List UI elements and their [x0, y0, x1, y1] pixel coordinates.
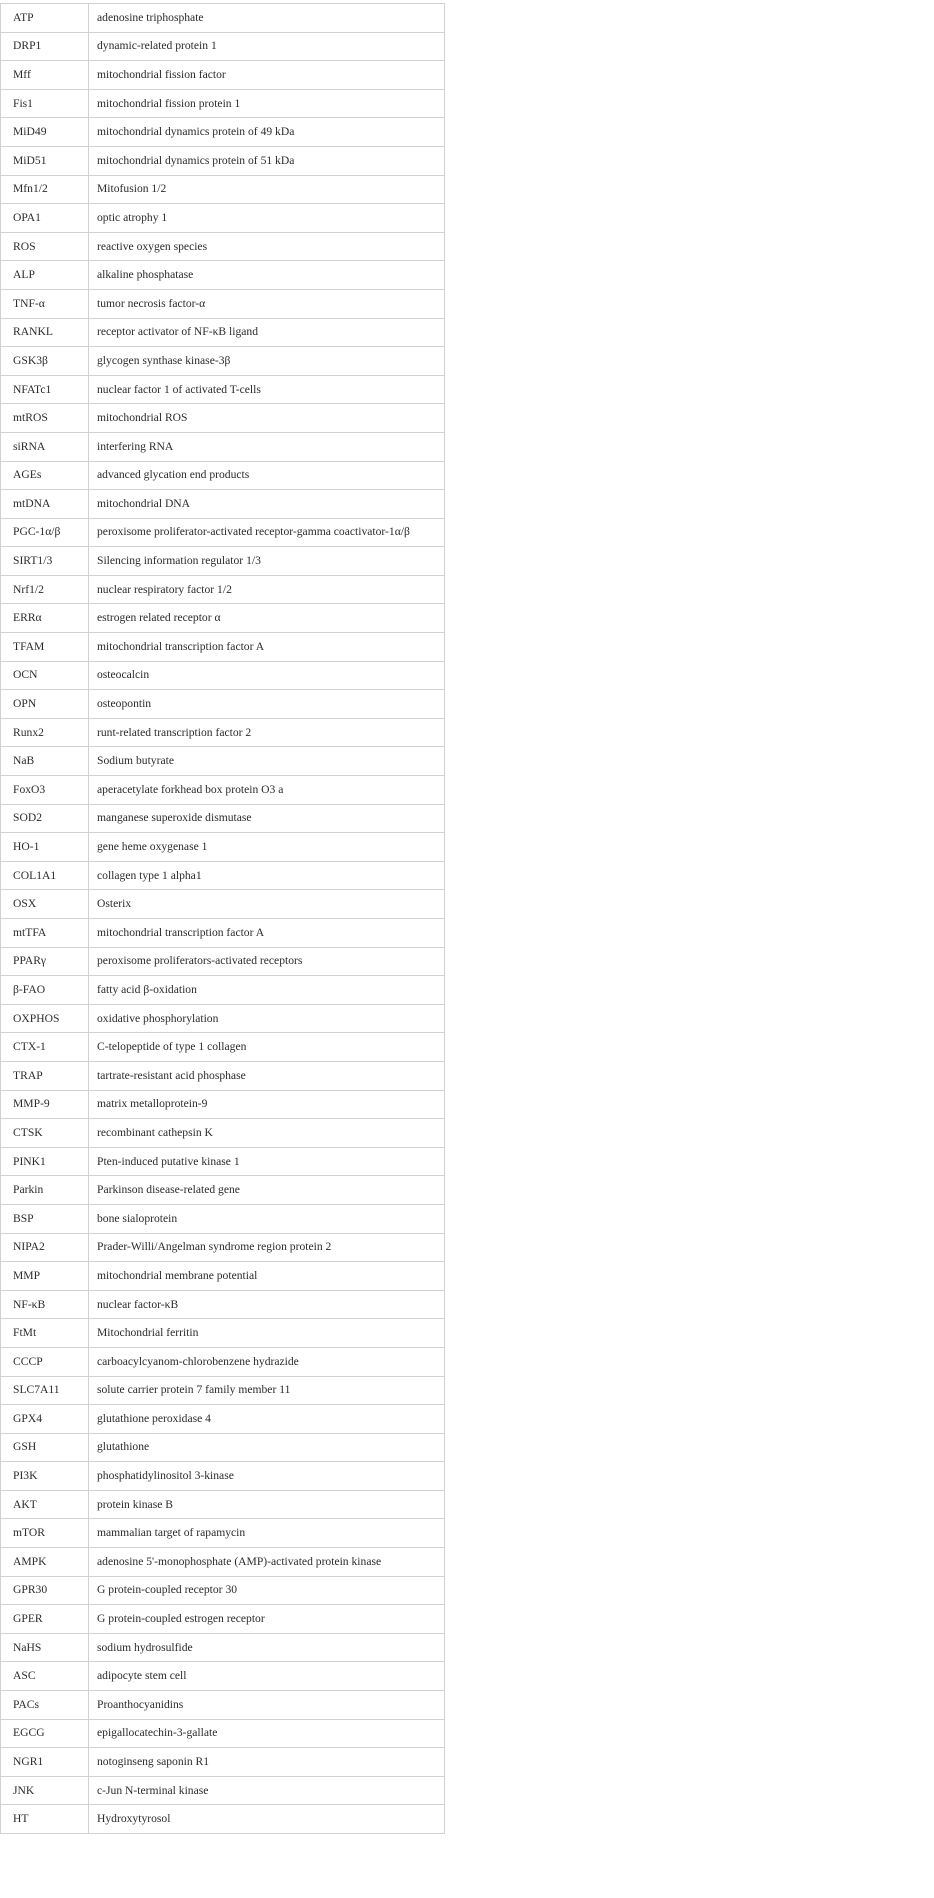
- abbreviation-cell: mtTFA: [1, 919, 89, 948]
- abbreviation-cell: MiD49: [1, 118, 89, 147]
- definition-cell: nuclear factor 1 of activated T-cells: [89, 375, 445, 404]
- abbreviation-cell: ERRα: [1, 604, 89, 633]
- abbreviation-cell: Runx2: [1, 718, 89, 747]
- abbreviation-cell: Parkin: [1, 1176, 89, 1205]
- table-row: [1, 61, 445, 90]
- definition-cell: carboacylcyanom-chlorobenzene hydrazide: [89, 1347, 445, 1376]
- definition-cell: Prader-Willi/Angelman syndrome region protein 2: [89, 1233, 445, 1262]
- abbreviation-cell: SLC7A11: [1, 1376, 89, 1405]
- definition-cell: alkaline phosphatase: [89, 261, 445, 290]
- definition-cell: Mitochondrial ferritin: [89, 1319, 445, 1348]
- abbreviation-cell: SOD2: [1, 804, 89, 833]
- table-row: [1, 661, 445, 690]
- abbreviation-cell: AGEs: [1, 461, 89, 490]
- table-row: [1, 289, 445, 318]
- definition-cell: G protein-coupled estrogen receptor: [89, 1605, 445, 1634]
- abbreviation-cell: GSH: [1, 1433, 89, 1462]
- abbreviation-cell: NFATc1: [1, 375, 89, 404]
- abbreviation-cell: Nrf1/2: [1, 575, 89, 604]
- abbreviation-cell: PGC-1α/β: [1, 518, 89, 547]
- table-row: [1, 404, 445, 433]
- definition-cell: oxidative phosphorylation: [89, 1004, 445, 1033]
- definition-cell: peroxisome proliferator-activated receptor-gamma coactivator-1α/β: [89, 518, 445, 547]
- abbreviation-cell: GPX4: [1, 1405, 89, 1434]
- table-row: [1, 118, 445, 147]
- definition-cell: Hydroxytyrosol: [89, 1805, 445, 1834]
- abbreviation-cell: FoxO3: [1, 776, 89, 805]
- abbreviation-cell: JNK: [1, 1776, 89, 1805]
- table-row: [1, 1490, 445, 1519]
- abbreviation-cell: GPER: [1, 1605, 89, 1634]
- abbreviation-cell: NIPA2: [1, 1233, 89, 1262]
- abbreviation-cell: OCN: [1, 661, 89, 690]
- table-row: [1, 89, 445, 118]
- table-row: [1, 547, 445, 576]
- table-row: [1, 1519, 445, 1548]
- definition-cell: Osterix: [89, 890, 445, 919]
- abbreviation-cell: GPR30: [1, 1576, 89, 1605]
- abbreviation-cell: ALP: [1, 261, 89, 290]
- table-row: [1, 1605, 445, 1634]
- abbreviation-cell: Fis1: [1, 89, 89, 118]
- definition-cell: manganese superoxide dismutase: [89, 804, 445, 833]
- abbreviation-cell: NaB: [1, 747, 89, 776]
- definition-cell: osteocalcin: [89, 661, 445, 690]
- table-row: [1, 690, 445, 719]
- table-row: [1, 890, 445, 919]
- abbreviation-cell: NGR1: [1, 1748, 89, 1777]
- table-row: [1, 318, 445, 347]
- definition-cell: epigallocatechin-3-gallate: [89, 1719, 445, 1748]
- definition-cell: tumor necrosis factor-α: [89, 289, 445, 318]
- table-row: [1, 1176, 445, 1205]
- definition-cell: Pten-induced putative kinase 1: [89, 1147, 445, 1176]
- abbreviation-cell: PPARγ: [1, 947, 89, 976]
- abbreviation-cell: AMPK: [1, 1548, 89, 1577]
- table-row: [1, 1433, 445, 1462]
- table-row: [1, 861, 445, 890]
- abbreviation-cell: RANKL: [1, 318, 89, 347]
- table-row: [1, 1748, 445, 1777]
- table-row: [1, 1204, 445, 1233]
- definition-cell: adipocyte stem cell: [89, 1662, 445, 1691]
- definition-cell: glutathione: [89, 1433, 445, 1462]
- table-row: [1, 1033, 445, 1062]
- table-row: [1, 1691, 445, 1720]
- abbreviation-cell: PINK1: [1, 1147, 89, 1176]
- table-row: [1, 432, 445, 461]
- abbreviation-cell: HO-1: [1, 833, 89, 862]
- definition-cell: tartrate-resistant acid phosphase: [89, 1061, 445, 1090]
- table-row: [1, 518, 445, 547]
- definition-cell: C-telopeptide of type 1 collagen: [89, 1033, 445, 1062]
- definition-cell: estrogen related receptor α: [89, 604, 445, 633]
- table-row: [1, 1319, 445, 1348]
- abbreviation-cell: SIRT1/3: [1, 547, 89, 576]
- definition-cell: adenosine triphosphate: [89, 4, 445, 33]
- abbreviation-cell: MiD51: [1, 146, 89, 175]
- abbreviation-table: [0, 3, 445, 1834]
- abbreviation-cell: CTSK: [1, 1119, 89, 1148]
- definition-cell: phosphatidylinositol 3-kinase: [89, 1462, 445, 1491]
- definition-cell: peroxisome proliferators-activated receptors: [89, 947, 445, 976]
- definition-cell: mitochondrial DNA: [89, 490, 445, 519]
- table-row: [1, 1004, 445, 1033]
- definition-cell: bone sialoprotein: [89, 1204, 445, 1233]
- definition-cell: advanced glycation end products: [89, 461, 445, 490]
- definition-cell: mitochondrial fission factor: [89, 61, 445, 90]
- abbreviation-cell: COL1A1: [1, 861, 89, 890]
- definition-cell: nuclear factor-κB: [89, 1290, 445, 1319]
- table-row: [1, 776, 445, 805]
- abbreviation-cell: FtMt: [1, 1319, 89, 1348]
- abbreviation-cell: PACs: [1, 1691, 89, 1720]
- table-row: [1, 976, 445, 1005]
- abbreviation-cell: MMP: [1, 1262, 89, 1291]
- table-row: [1, 175, 445, 204]
- table-row: [1, 1576, 445, 1605]
- abbreviation-cell: CCCP: [1, 1347, 89, 1376]
- abbreviation-cell: mtROS: [1, 404, 89, 433]
- abbreviation-cell: β-FAO: [1, 976, 89, 1005]
- table-row: [1, 32, 445, 61]
- abbreviation-table-body: [1, 4, 445, 1834]
- abbreviation-cell: OXPHOS: [1, 1004, 89, 1033]
- definition-cell: Parkinson disease-related gene: [89, 1176, 445, 1205]
- definition-cell: dynamic-related protein 1: [89, 32, 445, 61]
- table-row: [1, 1548, 445, 1577]
- definition-cell: mitochondrial transcription factor A: [89, 633, 445, 662]
- table-row: [1, 575, 445, 604]
- abbreviation-cell: siRNA: [1, 432, 89, 461]
- definition-cell: protein kinase B: [89, 1490, 445, 1519]
- definition-cell: optic atrophy 1: [89, 204, 445, 233]
- abbreviation-cell: DRP1: [1, 32, 89, 61]
- abbreviation-cell: TFAM: [1, 633, 89, 662]
- abbreviation-cell: HT: [1, 1805, 89, 1834]
- definition-cell: solute carrier protein 7 family member 11: [89, 1376, 445, 1405]
- abbreviation-cell: CTX-1: [1, 1033, 89, 1062]
- definition-cell: mitochondrial transcription factor A: [89, 919, 445, 948]
- abbreviation-cell: BSP: [1, 1204, 89, 1233]
- definition-cell: mitochondrial membrane potential: [89, 1262, 445, 1291]
- table-row: [1, 232, 445, 261]
- definition-cell: glutathione peroxidase 4: [89, 1405, 445, 1434]
- definition-cell: mammalian target of rapamycin: [89, 1519, 445, 1548]
- table-row: [1, 633, 445, 662]
- abbreviation-cell: Mfn1/2: [1, 175, 89, 204]
- table-row: [1, 833, 445, 862]
- table-row: [1, 261, 445, 290]
- abbreviation-cell: EGCG: [1, 1719, 89, 1748]
- abbreviation-cell: GSK3β: [1, 347, 89, 376]
- table-row: [1, 1662, 445, 1691]
- definition-cell: runt-related transcription factor 2: [89, 718, 445, 747]
- definition-cell: interfering RNA: [89, 432, 445, 461]
- definition-cell: Silencing information regulator 1/3: [89, 547, 445, 576]
- table-row: [1, 1462, 445, 1491]
- table-row: [1, 604, 445, 633]
- definition-cell: nuclear respiratory factor 1/2: [89, 575, 445, 604]
- table-row: [1, 1805, 445, 1834]
- definition-cell: receptor activator of NF-κB ligand: [89, 318, 445, 347]
- table-row: [1, 804, 445, 833]
- definition-cell: mitochondrial dynamics protein of 51 kDa: [89, 146, 445, 175]
- table-row: [1, 747, 445, 776]
- definition-cell: aperacetylate forkhead box protein O3 a: [89, 776, 445, 805]
- definition-cell: c-Jun N-terminal kinase: [89, 1776, 445, 1805]
- definition-cell: Mitofusion 1/2: [89, 175, 445, 204]
- table-row: [1, 4, 445, 33]
- abbreviation-cell: ATP: [1, 4, 89, 33]
- table-row: [1, 1090, 445, 1119]
- abbreviation-cell: mtDNA: [1, 490, 89, 519]
- definition-cell: glycogen synthase kinase-3β: [89, 347, 445, 376]
- definition-cell: adenosine 5'-monophosphate (AMP)-activated protein kinase: [89, 1548, 445, 1577]
- table-row: [1, 919, 445, 948]
- table-row: [1, 1347, 445, 1376]
- abbreviation-cell: OPN: [1, 690, 89, 719]
- abbreviation-cell: ASC: [1, 1662, 89, 1691]
- abbreviation-cell: AKT: [1, 1490, 89, 1519]
- abbreviation-cell: TRAP: [1, 1061, 89, 1090]
- abbreviation-cell: TNF-α: [1, 289, 89, 318]
- definition-cell: Proanthocyanidins: [89, 1691, 445, 1720]
- table-row: [1, 1262, 445, 1291]
- table-row: [1, 1719, 445, 1748]
- abbreviation-cell: MMP-9: [1, 1090, 89, 1119]
- abbreviation-cell: Mff: [1, 61, 89, 90]
- table-row: [1, 347, 445, 376]
- definition-cell: fatty acid β-oxidation: [89, 976, 445, 1005]
- table-row: [1, 1776, 445, 1805]
- definition-cell: gene heme oxygenase 1: [89, 833, 445, 862]
- table-row: [1, 1233, 445, 1262]
- table-row: [1, 947, 445, 976]
- abbreviation-cell: OPA1: [1, 204, 89, 233]
- table-row: [1, 1405, 445, 1434]
- definition-cell: G protein-coupled receptor 30: [89, 1576, 445, 1605]
- definition-cell: recombinant cathepsin K: [89, 1119, 445, 1148]
- definition-cell: sodium hydrosulfide: [89, 1633, 445, 1662]
- definition-cell: reactive oxygen species: [89, 232, 445, 261]
- table-row: [1, 146, 445, 175]
- table-row: [1, 1290, 445, 1319]
- definition-cell: Sodium butyrate: [89, 747, 445, 776]
- table-row: [1, 204, 445, 233]
- table-row: [1, 1147, 445, 1176]
- abbreviation-cell: PI3K: [1, 1462, 89, 1491]
- table-row: [1, 461, 445, 490]
- table-row: [1, 375, 445, 404]
- abbreviation-cell: ROS: [1, 232, 89, 261]
- definition-cell: mitochondrial dynamics protein of 49 kDa: [89, 118, 445, 147]
- table-row: [1, 718, 445, 747]
- table-row: [1, 1376, 445, 1405]
- abbreviation-cell: OSX: [1, 890, 89, 919]
- abbreviation-cell: NaHS: [1, 1633, 89, 1662]
- definition-cell: notoginseng saponin R1: [89, 1748, 445, 1777]
- table-row: [1, 490, 445, 519]
- definition-cell: mitochondrial fission protein 1: [89, 89, 445, 118]
- table-row: [1, 1061, 445, 1090]
- definition-cell: mitochondrial ROS: [89, 404, 445, 433]
- definition-cell: osteopontin: [89, 690, 445, 719]
- abbreviation-cell: mTOR: [1, 1519, 89, 1548]
- abbreviation-cell: NF-κB: [1, 1290, 89, 1319]
- definition-cell: collagen type 1 alpha1: [89, 861, 445, 890]
- definition-cell: matrix metalloprotein-9: [89, 1090, 445, 1119]
- table-row: [1, 1119, 445, 1148]
- table-row: [1, 1633, 445, 1662]
